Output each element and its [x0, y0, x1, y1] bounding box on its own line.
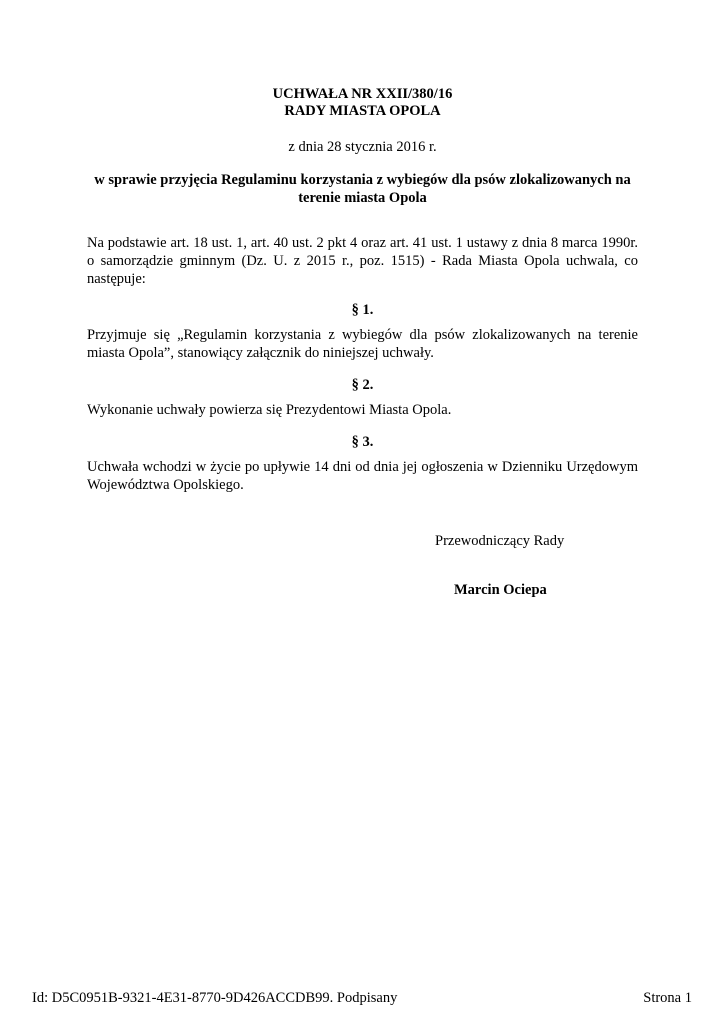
resolution-subject [80, 171, 645, 207]
section-1-text: Przyjmuje się „Regulamin korzystania z wybiegów dla psów zlokalizowanych na terenie miasta Opola”, stanowiący załącznik do niniejszej uchwały. [87, 327, 638, 361]
signature-role: Przewodniczący Rady [435, 533, 565, 549]
footer-page-number: Strona 1 [643, 990, 692, 1006]
preamble-paragraph: Na podstawie art. 18 ust. 1, art. 40 ust. 2 pkt 4 oraz art. 41 ust. 1 ustawy z dnia 8 marca 1990r. o samorządzie gminnym (Dz. U. z 2015 r., poz. 1515) - Rada Miasta Opola uchwala, co następuje: [87, 235, 638, 287]
footer-document-id: Id: D5C0951B-9321-4E31-8770-9D426ACCDB99. Podpisany [32, 990, 398, 1006]
council-name: RADY MIASTA OPOLA [284, 103, 441, 119]
section-1-heading: § 1. [351, 302, 374, 318]
section-2-heading: § 2. [351, 377, 374, 393]
section-3-text: Uchwała wchodzi w życie po upływie 14 dni od dnia jej ogłoszenia w Dzienniku Urzędowym Województwa Opolskiego. [87, 459, 638, 493]
subject-line-1: w sprawie przyjęcia Regulaminu korzystania z wybiegów dla psów zlokalizowanych na [94, 172, 631, 188]
subject-line-2: terenie miasta Opola [298, 190, 427, 206]
resolution-number: UCHWAŁA NR XXII/380/16 [272, 86, 453, 102]
resolution-date: z dnia 28 stycznia 2016 r. [288, 139, 437, 155]
signature-name: Marcin Ociepa [454, 582, 547, 598]
section-3-heading: § 3. [351, 434, 374, 450]
section-2-text: Wykonanie uchwały powierza się Prezydentowi Miasta Opola. [87, 402, 452, 418]
resolution-title [0, 86, 725, 120]
